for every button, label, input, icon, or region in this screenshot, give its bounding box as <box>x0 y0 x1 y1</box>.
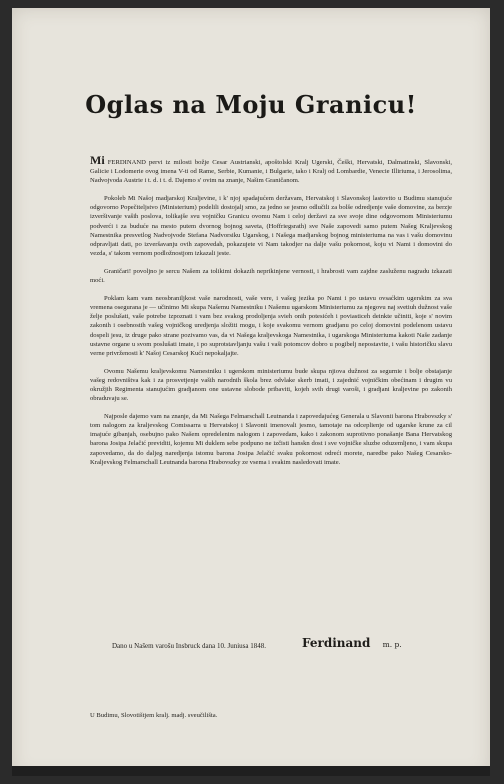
document-body <box>90 153 452 476</box>
body-paragraph-5: Najposle dajemo vam na znanje, da Mi Našega Felmarschall Leutnanda i zapovedajućeg Generala u Slavonii barona Hrabovszky s' tom nalogom za kraljevskog Comissarra u Hervatskoj i Slavonii imenovali jesmo, tamotaje na odceplienje od ugarske krune za cil imajuće gibanjah, osebujno pako Našem opredelenim nalogom i zapovedam, kako i zakonom suprotivno ponašanje Bana Hervatskog barona Josipa Jelačić previditi, kojemu Mi duklem sebe podpuno ne izčisti hanskn dost i sve vojničke sluzbe oduzemljeno, i vam skupa zapovedamo, da do daljeg naredjenja istomu barona Josipa Jelačić svaku pokornost odreći morete, naredbe pako Našeg Cesarsko-Kraljevskog Felmarschall Leutnanda barona Hrabovszky ze vsema i svakim nasledovati imate. <box>90 413 452 466</box>
date-line: Dano u Našem varošu Insbruck dana 10. Juniusa 1848. <box>112 642 266 650</box>
intro-paragraph <box>90 153 452 185</box>
intro-text: FERDINAND pervi iz milosti božje Cesar Austrianski, apoštolski Kralj Ugerski, Češki, Hervatski, Dalmatinski, Slavonski, Galicie i Lodomerie ovog imena V-ti od Rame, Serbie, Kumanie, i Bulgarie, tako i Kralj od Lombardie, Venecie Illiriuma, i Jerosolima, Nadvojvoda Austrie i t. d. i t. d. Dajemo s' ovim na znanje, Našim Graničanom. <box>90 159 452 185</box>
body-paragraph-4: Ovomu Našemu kraljevskomu Namestniku i ugerskom ministeriumu bude skupa njiova dužnost za segurnie i bolje obstajanje vašeg redovništva kak i za prosvetjenje vaših narodnih škola brez odvlake skerb imati, i zajednić vojničkim obećinam i drugim vu okružjih Regimenta stanujućim gradjanom one ustavne slobode pribaviti, kojeh svih drugi varoši, i gradjani kraljevine po zakonih obraduvaju se. <box>90 367 452 403</box>
signature <box>302 636 402 650</box>
intro-initial: Mi <box>90 153 105 167</box>
document-title: Oglas na Moju Granicu! <box>85 90 417 119</box>
signature-name: Ferdinand <box>302 636 371 650</box>
measurement-ruler <box>12 766 490 776</box>
proclamation-sheet <box>12 8 490 776</box>
printer-imprint: U Budimu, Slovotištjem kralj. madj. sveučilišta. <box>90 712 218 719</box>
body-paragraph-2: Graničari! povoljno je sercu Našem za tolikimi dokazih neprikinjene vernosti, i hrabrosti vam zajdne zasluženu nagradu izkazati moći. <box>90 267 452 285</box>
body-paragraph-1: Pokoleb Mi Našoj madjarskoj Kraljevine, i k' njoj spadajućem deržavam, Hervatskoj i Slavonskoj lastovito u Budimu stanujuće odgovorno Popečiteljstvo (Ministerium) podelili dostojalj smo, za jedno se jesmo odlučili za bolše odredjenje vaše domovine, za berzje izveršivanje vaših poslova, tolikajše svu vojničku Granicu ovomu Nam i celoj deržavi za sve svoje dine odgovornom Ministeriumu podverći i za buduće na mesto putem dvornog bojnog saveta, (Hoffriegsrath) sve Naše zapovedi samo putem Našeg Kraljevskog Namestnika presvetlog Nadvojvode Stefana Nadvorsiku Ugarskog, i Našega madjarskog bojnog ministeriuma na vas i vašu domovinu odpravljati dati, po izveršavanju ovih zapovedah, pokazujete vi Nam takodjer na dalje vašu pokornost, koju vi Nami i domovini do vezda, s' takom vernom podložnostjom izkazali jeste. <box>90 195 452 257</box>
body-paragraph-3: Poklam kam vam neosbraniljkost vaše narodnosti, vaše vere, i vašeg jezika po Nami i po ustavu ovsaćkim ugerskim za sva vremena osegurana je — učinimo Mi skupa Našemu Namestniku i Našemu ugarskom Ministeriumu za njegovu naj svetiuh dužnost vaše želje poslušati, vaše potrebe izpoznati i vam bez svakog prodoljenja svieh onih potesićeh i poviasticeh deinkte učiniti, koje s' novim zakonih i osebnostih vašeg vojničkog uredjenja složiti mogu, i koje svakomu vernom gradjanu po celoj domovini podelenom ustavu dospeli jesu, iz druge pako strane pozivamo vas, da vi Našega kraljevskoga Namestnika, i ugarskoga Ministeriuma kakoti Naše zadanje ustavne organe u svom poslušati imate, i po suprotstavljanju vašu i vaši potomcov dobro u pogibelj nepostavite, i vašu historičku slavu verne privrženosti k' Našoj Cesarskoj Kući nepokaljajte. <box>90 295 452 357</box>
signature-suffix: m. p. <box>382 640 402 649</box>
